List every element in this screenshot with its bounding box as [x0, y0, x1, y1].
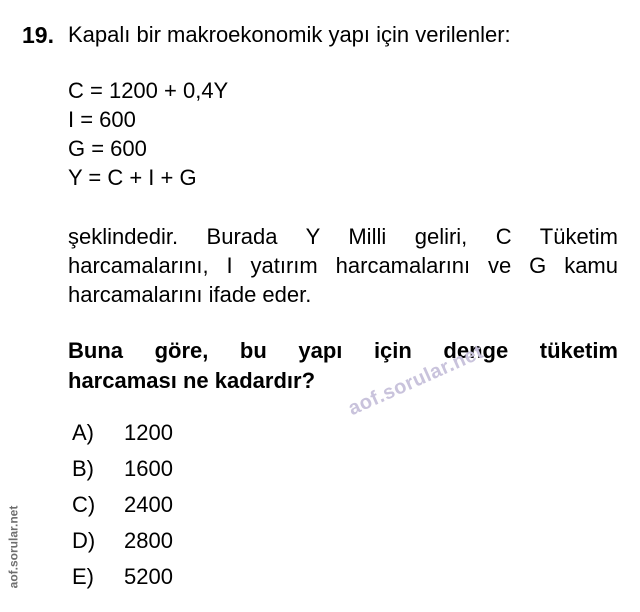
option-value: 1600 [124, 456, 173, 481]
explanation-paragraph [68, 222, 618, 309]
question-stem: Kapalı bir makroekonomik yapı için verilenler: [68, 22, 511, 47]
equation-investment: I = 600 [68, 107, 136, 132]
option-value: 1200 [124, 420, 173, 445]
option-letter: B) [72, 456, 94, 481]
option-value: 2400 [124, 492, 173, 517]
prompt-line: harcaması ne kadardır? [68, 368, 316, 393]
explanation-line: şeklindedir. Burada Y Milli geliri, C Tüketim [68, 224, 618, 249]
question-number: 19. [22, 22, 54, 48]
option-value: 5200 [124, 564, 173, 589]
equation-government: G = 600 [68, 136, 147, 161]
option-a[interactable] [72, 418, 173, 448]
option-letter: A) [72, 420, 94, 445]
question-prompt [68, 336, 618, 396]
equation-income: Y = C + I + G [68, 165, 197, 190]
option-b[interactable] [72, 454, 173, 484]
watermark-diagonal: aof.sorular.net [345, 340, 487, 421]
option-c[interactable] [72, 490, 173, 520]
option-d[interactable] [72, 526, 173, 556]
option-letter: E) [72, 564, 94, 589]
option-value: 2800 [124, 528, 173, 553]
explanation-line: harcamalarını ifade eder. [68, 282, 312, 307]
option-letter: D) [72, 528, 96, 553]
watermark-side: aof.sorular.net [6, 505, 21, 589]
prompt-line: Buna göre, bu yapı için denge tüketim [68, 338, 618, 363]
option-letter: C) [72, 492, 96, 517]
explanation-line: harcamalarını, I yatırım harcamalarını ve G kamu [68, 253, 618, 278]
equation-consumption: C = 1200 + 0,4Y [68, 78, 229, 103]
option-e[interactable] [72, 562, 173, 592]
